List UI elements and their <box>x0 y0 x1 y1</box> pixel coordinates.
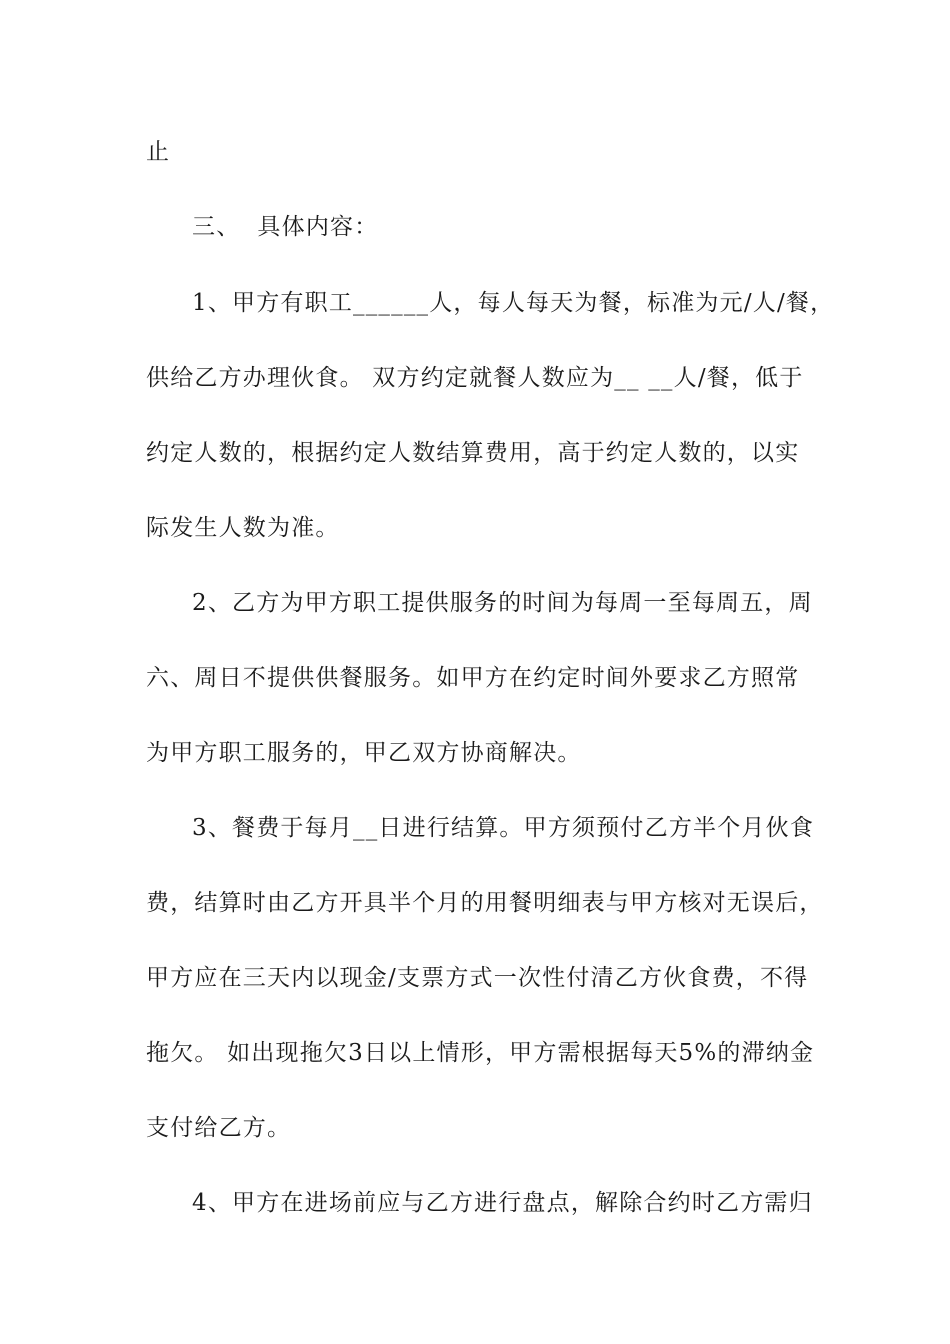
section-heading: 三、 具体内容： <box>192 214 379 240</box>
text-line: 3、餐费于每月__日进行结算。甲方须预付乙方半个月伙食 <box>192 815 815 841</box>
text-line: 甲方应在三天内以现金/支票方式一次性付清乙方伙食费，不得 <box>146 965 809 991</box>
text-line: 止 <box>146 139 171 165</box>
text-line: 际发生人数为准。 <box>146 515 340 541</box>
text-line: 供给乙方办理伙食。 双方约定就餐人数应为__ __人/餐，低于 <box>146 365 804 391</box>
text-line: 1、甲方有职工______人，每人每天为餐，标准为元/人/餐， <box>192 290 835 316</box>
text-line: 为甲方职工服务的，甲乙双方协商解决。 <box>146 740 582 766</box>
text-line: 费，结算时由乙方开具半个月的用餐明细表与甲方核对无误后， <box>146 890 824 916</box>
text-line: 2、乙方为甲方职工提供服务的时间为每周一至每周五，周 <box>192 590 813 616</box>
text-line: 六、周日不提供供餐服务。如甲方在约定时间外要求乙方照常 <box>146 665 800 691</box>
text-line: 支付给乙方。 <box>146 1115 292 1141</box>
text-line: 约定人数的，根据约定人数结算费用，高于约定人数的，以实 <box>146 440 800 466</box>
text-line: 4、甲方在进场前应与乙方进行盘点，解除合约时乙方需归 <box>192 1190 813 1216</box>
text-line: 拖欠。 如出现拖欠3日以上情形，甲方需根据每天5%的滞纳金 <box>146 1040 815 1066</box>
